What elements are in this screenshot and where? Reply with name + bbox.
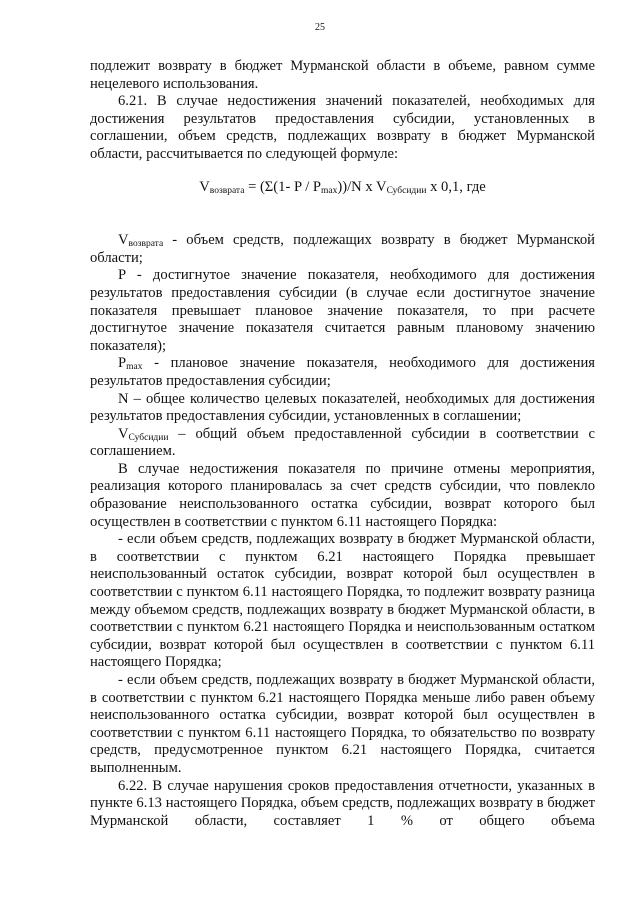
formula-vs-subscript: Субсидии [386,185,427,196]
paragraph-6-22: 6.22. В случае нарушения сроков предоставления отчетности, указанных в пункте 6.13 настоящего Порядка, объем средств, подлежащих возврату в бюджет Мурманской области, составляет 1 % от общего объема [90,777,595,829]
def-pmax-symbol: P [118,355,127,372]
definition-n: N – общее количество целевых показателей, необходимых для достижения результатов предоставления субсидии, установленных в соглашении; [90,390,595,425]
formula-pmax-subscript: max [321,185,338,196]
def-vs-symbol: V [118,425,129,442]
definition-v-return [90,232,595,267]
formula-v: V [199,178,210,195]
definition-pmax [90,355,595,390]
formula-tail: x 0,1, где [426,178,486,195]
definition-v-subsidy [90,426,595,461]
def-vs-subscript: Субсидии [128,432,169,443]
def-v-subscript: возврата [128,239,164,250]
def-v-symbol: V [118,232,129,249]
bullet-exceeds: - если объем средств, подлежащих возврату в бюджет Мурманской области, в соответствии с пунктом 6.21 настоящего Порядка превышает неиспользованный остаток субсидии, возврат которой был осуществлен в соответствии с пунктом 6.11 настоящего Порядка, то подлежит возврату разница между объемом средств, подлежащих возврату в бюджет Мурманской области, в соответствии с пунктом 6.21 настоящего Порядка и неиспользованным остатком субсидии, возврат которой был осуществлен в соответствии с пунктом 6.11 настоящего Порядка; [90,531,595,671]
def-vs-text: – общий объем предоставленной субсидии в соответствии с соглашением. [90,425,595,460]
def-v-text: - объем средств, подлежащих возврату в бюджет Мурманской области; [90,232,595,266]
paragraph-6-21: 6.21. В случае недостижения значений показателей, необходимых для достижения результатов предоставления субсидии, установленных в соглашении, объем средств, подлежащих возврату в бюджет Мурманской области, рассчитывается по следующей формуле: [90,93,595,162]
page-number: 25 [315,22,325,33]
document-body [90,58,595,830]
def-pmax-subscript: max [126,362,143,373]
def-pmax-text: - плановое значение показателя, необходимого для достижения результатов предоставления субсидии; [90,355,595,389]
bullet-less-or-equal: - если объем средств, подлежащих возврату в бюджет Мурманской области, в соответствии с пунктом 6.21 настоящего Порядка меньше либо равен объему неиспользованного остатка субсидии, возврат которой был осуществлен в соответствии с пунктом 6.11 настоящего Порядка, то обязательство по возврату средств, предусмотренное пунктом 6.21 настоящего Порядка, считается выполненным. [90,672,595,776]
definition-p: P - достигнутое значение показателя, необходимого для достижения результатов предоставления субсидии (в случае если достигнутое значение показателя превышает плановое значение показателя, то при расчете достигнутое значение показателя считается равным плановому значению показателя); [90,267,595,354]
formula [90,179,595,197]
formula-v-subscript: возврата [209,185,245,196]
formula-part-2: ))/N x V [337,178,387,195]
paragraph-continuation: подлежит возврату в бюджет Мурманской области в объеме, равном сумме нецелевого использования. [90,58,595,92]
formula-part-1: = (Σ(1- P / P [244,178,322,195]
paragraph-cancellation: В случае недостижения показателя по причине отмены мероприятия, реализация которого планировалась за счет средств субсидии, что повлекло образование неиспользованного остатка субсидии, возврат которого был осуществлен в соответствии с пунктом 6.11 настоящего Порядка: [90,460,595,530]
